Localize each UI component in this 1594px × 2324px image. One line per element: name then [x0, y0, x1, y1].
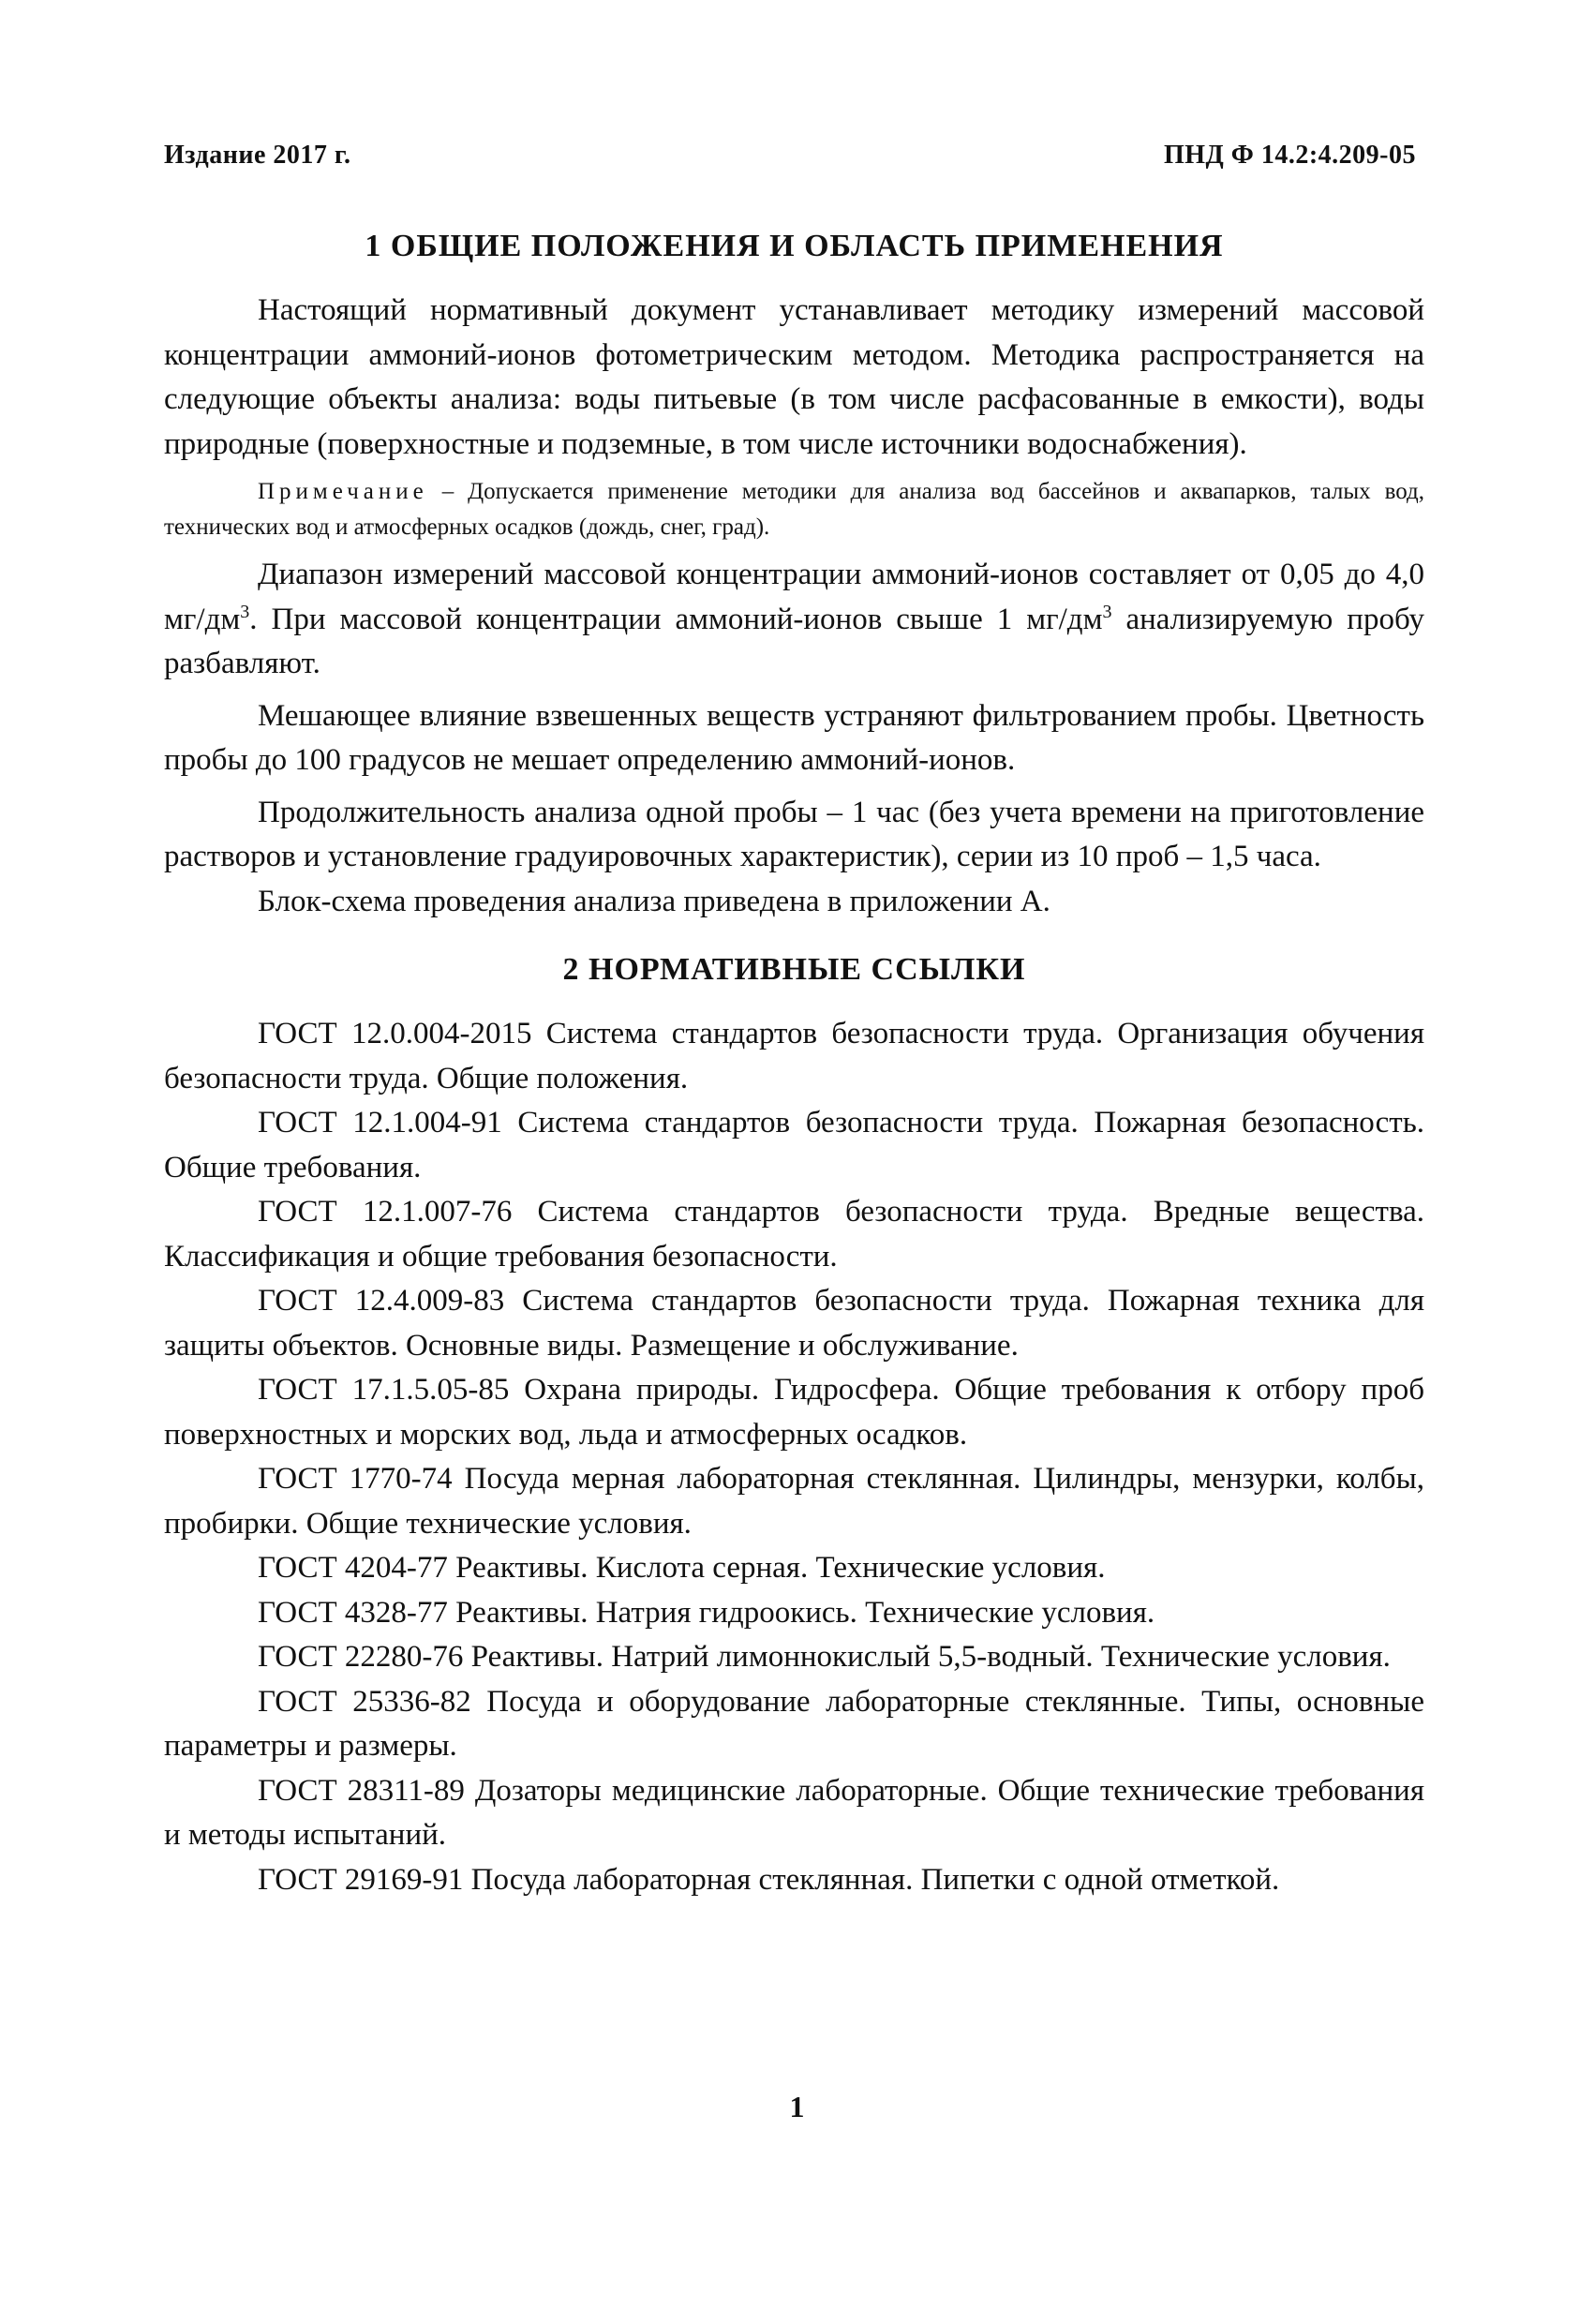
reference-item: ГОСТ 29169-91 Посуда лабораторная стеклянная. Пипетки с одной отметкой.: [258, 1862, 1280, 1897]
section-1-paragraph-1: Настоящий нормативный документ устанавливает методику измерений массовой концентрации аммоний-ионов фотометрическим методом. Методика распространяется на следующие объекты анализа: воды питьевые (в том числе расфасованные в емкости), воды природные (поверхностные и подземные, в том числе источники водоснабжения).: [164, 293, 1424, 461]
edition-header: Издание 2017 г.: [164, 141, 351, 170]
reference-item: ГОСТ 4328-77 Реактивы. Натрия гидроокись. Технические условия.: [258, 1595, 1155, 1630]
section-1-paragraph-4: Продолжительность анализа одной пробы – 1 час (без учета времени на приготовление растворов и установление градуировочных характеристик), серии из 10 проб – 1,5 часа.: [164, 795, 1424, 873]
section-1-paragraph-2: [164, 553, 1424, 687]
reference-item: ГОСТ 1770-74 Посуда мерная лабораторная стеклянная. Цилиндры, мензурки, колбы, пробирки. Общие технические условия.: [164, 1462, 1424, 1541]
section-1-title: 1 ОБЩИЕ ПОЛОЖЕНИЯ И ОБЛАСТЬ ПРИМЕНЕНИЯ: [365, 229, 1224, 263]
note-label: Примечание: [258, 479, 428, 504]
reference-item: ГОСТ 22280-76 Реактивы. Натрий лимоннокислый 5,5-водный. Технические условия.: [258, 1640, 1391, 1674]
section-1-paragraph-3: Мешающее влияние взвешенных веществ устраняют фильтрованием пробы. Цветность пробы до 100 градусов не мешает определению аммоний-ионов.: [164, 698, 1424, 777]
document-code-header: ПНД Ф 14.2:4.209-05: [1163, 141, 1416, 170]
section-1-paragraph-5: Блок-схема проведения анализа приведена в приложении А.: [258, 884, 1050, 918]
superscript-2: 3: [1102, 601, 1112, 622]
page-number: 1: [789, 2090, 805, 2123]
section-1-note: [164, 474, 1424, 545]
reference-item: ГОСТ 12.1.007-76 Система стандартов безопасности труда. Вредные вещества. Классификация и общие требования безопасности.: [164, 1195, 1424, 1274]
superscript-1: 3: [240, 601, 250, 622]
section-2-title: 2 НОРМАТИВНЫЕ ССЫЛКИ: [562, 952, 1026, 987]
reference-item: ГОСТ 25336-82 Посуда и оборудование лабораторные стеклянные. Типы, основные параметры и размеры.: [164, 1684, 1424, 1763]
reference-item: ГОСТ 4204-77 Реактивы. Кислота серная. Технические условия.: [258, 1551, 1106, 1585]
range-text-b: . При массовой концентрации аммоний-ионов свыше 1 мг/дм: [249, 602, 1103, 636]
reference-item: ГОСТ 28311-89 Дозаторы медицинские лабораторные. Общие технические требования и методы испытаний.: [164, 1773, 1424, 1852]
reference-item: ГОСТ 12.0.004-2015 Система стандартов безопасности труда. Организация обучения безопасности труда. Общие положения.: [164, 1017, 1424, 1095]
note-text: – Допускается применение методики для анализа вод бассейнов и аквапарков, талых вод, технических вод и атмосферных осадков (дождь, снег, град).: [164, 479, 1424, 540]
reference-item: ГОСТ 12.4.009-83 Система стандартов безопасности труда. Пожарная техника для защиты объектов. Основные виды. Размещение и обслуживание.: [164, 1284, 1424, 1363]
reference-item: ГОСТ 17.1.5.05-85 Охрана природы. Гидросфера. Общие требования к отбору проб поверхностных и морских вод, льда и атмосферных осадков.: [164, 1373, 1424, 1452]
range-text-a: Диапазон измерений массовой концентрации аммоний-ионов составляет от 0,05 до 4,0 мг/дм: [164, 558, 1424, 636]
page-content: [164, 225, 1424, 1902]
range-text-c: анализируемую пробу разбавляют.: [164, 602, 1424, 680]
reference-item: ГОСТ 12.1.004-91 Система стандартов безопасности труда. Пожарная безопасность. Общие требования.: [164, 1106, 1424, 1184]
